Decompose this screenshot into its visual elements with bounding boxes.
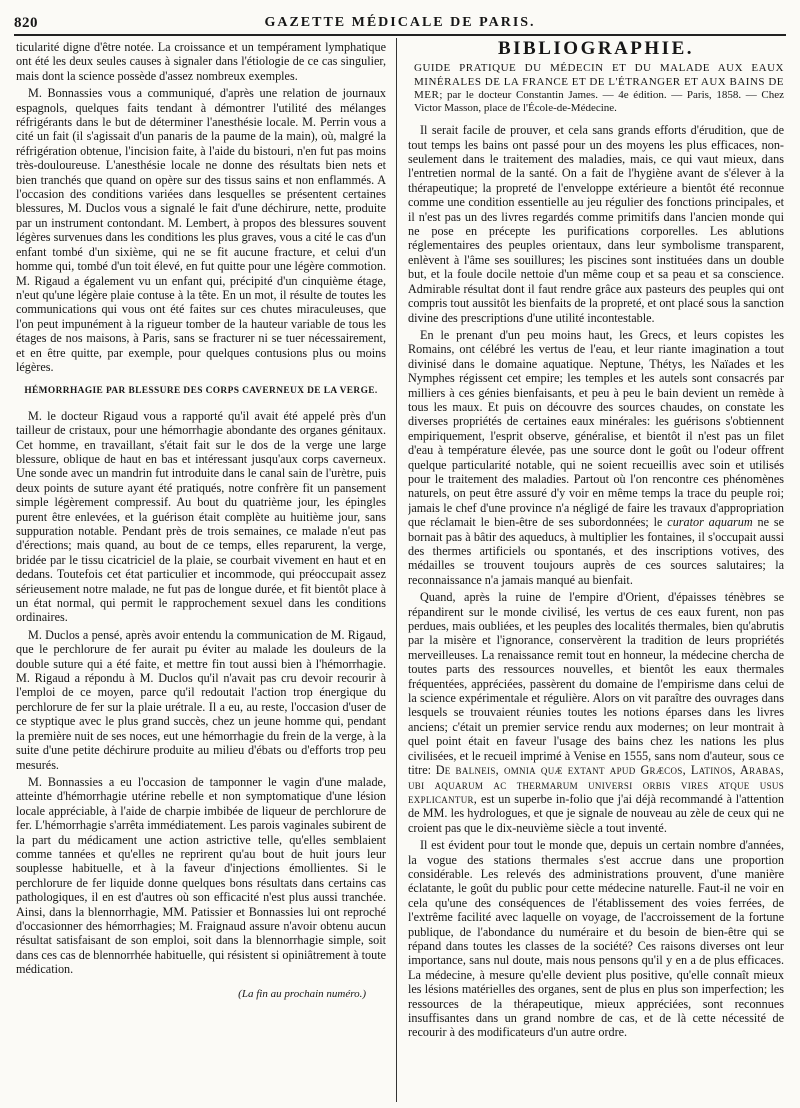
bibliography-heading: BIBLIOGRAPHIE. [497,40,694,59]
paragraph: Il serait facile de prouver, et cela sans grands efforts d'érudition, que de tout temps les bains ont passé pour un des moyens les plus efficaces, non-seulement dans le traitement des maladies, mais, ce qui vaut mieux, dans l'entretien normal de la santé. On a fait de l'hygiène avant de s'élever à la thérapeutique; la propreté de l'enveloppe extérieure a bientôt été reconnue comme une condition essentielle au jeu régulier des fonctions principales, et il n'est pas un des livres regardés comme primitifs dans l'ancien monde qui ne pose en précepte les purifications corporelles. Les ablutions réglementaires des peuples orientaux, dans leur symbolisme transparent, enlèvent à l'âme ses souillures; les piscines sont instituées dans un double but, et la foule docile nettoie d'un même coup et sa peau et sa conscience. Admirable résultat dont il faut rendre grâce aux pasteurs des peuples qui ont compris tout aussitôt les bienfaits de la propreté, et ont placé sous la sanction divine des prescriptions d'une utilité incontestable. [408,123,784,325]
paragraph: M. le docteur Rigaud vous a rapporté qu'il avait été appelé près d'un tailleur de cristaux, pour une hémorrhagie abondante des organes génitaux. Cet homme, en travaillant, s'était fait sur le dos de la verge une large blessure, oblique de haut en bas et intéressant jusqu'aux corps caverneux. Une sonde avec un mandrin fut introduite dans le canal sain de l'urètre, puis deux points de suture ayant été pratiqués, notre confrère fit un pansement simple légèrement compressif. Au bout du quatrième jour, les épingles purent être enlevées, et la guérison était complète au huitième jour, sans suppuration notable. Pendant près de trois semaines, ce malade n'eut pas d'érections; mais quand, au bout de ce temps, elles reparurent, la verge, bridée par le tissu cicatriciel de la plaie, se courbait vivement en haut et en dedans. Toutefois cet état particulier et incommode, qui préoccupait assez sérieusement notre malade, ne fut pas de longue durée, et fit bientôt place à un état normal, qui permit le rapprochement sexuel dans les conditions ordinaires. [16,408,386,625]
book-reference [408,62,784,115]
left-column [16,40,386,1102]
paragraph: M. Bonnassies vous a communiqué, d'après une relation de journaux espagnols, quelques faits tendant à démontrer l'utilité des mélanges réfrigérants dans le but de déterminer l'anesthésie locale. M. Perrin vous a cité un fait (il s'agissait d'un panaris de la paume de la main), où, malgré la réfrigération obtenue, l'incision faite, à l'aide du bistouri, n'en fut pas moins très-douloureuse. L'anesthésie locale ne donne des résultats bien nets et bien tranchés que quand on opère sur des tissus sains et non enflammés. A l'occasion des conditions variées dans lesquelles se présentent certaines blessures, M. Duclos vous a signalé le fait d'une déchirure, nette, produite par un instrument contondant. M. Lembert, à propos des blessures souvent légères survenues dans les conditions les plus graves, vous a cité le cas d'un enfant tombé d'un sixième, qui ne se fit aucune fracture, et celui d'un homme qui, tombé d'un toit élevé, en fut quitte pour une légère commotion. M. Rigaud a également vu un enfant qui, précipité d'un cinquième étage, n'eut qu'une légère plaie contuse à la tête. En un mot, il résulte de toutes les communications qui vous ont été faites sur ces chutes miraculeuses, que l'on peut impunément à la rigueur tomber de la hauteur variable de tous les étages de nos maisons, à Paris, sans se fracturer ni se tuer nécessairement, et en être quitte, par exemple, pour quelques contusions plus ou moins légères. [16,86,386,374]
paragraph: Il est évident pour tout le monde que, depuis un certain nombre d'années, la vogue des stations thermales s'est accrue dans une proportion considérable. Les relevés des administrations prouvent, d'une manière éclatante, le goût du public pour cette médecine naturelle. Faut-il ne voir en cela qu'une des conséquences de l'établissement des voies ferrées, de l'extrême facilité avec laquelle on voyage, de l'accroissement de la fortune publique, de l'abondance du numéraire et du besoin de bien-être qui se répand dans toutes les classes de la société? Ces raisons diverses ont leur importance, sans nul doute, mais nous pensons qu'il y en a de plus efficaces. La médecine, à mesure qu'elle devient plus positive, qu'elle connaît mieux les lésions matérielles des organes, sent de plus en plus son imperfection; les ressources de la thérapeutique, mieux appréciées, sont reconnues insuffisantes dans un grand nombre de cas, et de là cette nécessité de recourir à des modificateurs d'un autre ordre. [408,838,784,1040]
paragraph [408,328,784,587]
book-title: GUIDE PRATIQUE DU MÉDECIN ET DU MALADE AUX EAUX MINÉRALES DE LA FRANCE ET DE L'ÉTRANGER ET AUX BAINS DE MER [414,62,784,101]
paragraph: ticularité digne d'être notée. La croissance et un tempérament lymphatique ont été les deux seules causes à signaler dans l'étiologie de ce cas singulier, mais dont la science possède d'assez nombreux exemples. [16,40,386,83]
book-author: ; par le docteur Constantin James. — 4e édition. — Paris, 1858. — Chez Victor Masson, place de l'École-de-Médecine. [414,88,784,115]
paragraph: M. Duclos a pensé, après avoir entendu la communication de M. Rigaud, que le perchlorure de fer aurait pu éviter au malade les douleurs de la double suture qui a été faite, et mettre fin tout aussi bien à l'hémorrhagie. M. Rigaud a répondu à M. Duclos qu'il n'avait pas cru devoir recourir à l'emploi de ce moyen, parce qu'il redoutait l'action trop énergique du perchlorure de fer sur la plaie urétrale. Il a eu, au reste, l'occasion d'user de ce styptique avec le plus grand succès, chez un jeune homme qui, pendant la première nuit de ses noces, eut une hémorrhagie du frein de la verge, à la suite d'une petite déchirure produite au milieu d'ébats ou d'efforts trop peu mesurés. [16,627,386,772]
paragraph-text: ne se bornait pas à bâtir des aqueducs, à multiplier les fontaines, il s'occupait aussi des thermes artificiels ou spontanés, et des inscriptions votives, des médailles se trouvent toujours auprès de ces sources salutaires; la reconnaissance n'a jamais manqué au bienfait. [408,515,784,587]
paragraph-text: En le prenant d'un peu moins haut, les Grecs, et leurs copistes les Romains, ont célébré les vertus de l'eau, et leur riante imagination a tout divinisé dans le domaine aquatique. Neptune, Thétys, les Naïades et les Nymphes régissent cet empire; les temples et les autels sont consacrés par milliers à ces génies bienfaisants, et peu à peu le bain devient un remède à tous les maux. Et puis on découvre des sources chaudes, on constate les diverses propriétés de certaines eaux minérales: les guérisons s'obtiennent empiriquement, l'esprit observe, généralise, et bientôt il n'est pas un filet d'eau à température élevée, pas une source dont le goût ou l'odeur offrent quelque particularité notable, qui ne soient recueillis avec soin et utilisés pour le traitement des maladies. Partout où l'on rencontre ces phénomènes naturels, on peut être assuré d'y voir en même temps la trace du peuple roi; jamais le chef d'une province n'a négligé de faire les travaux d'appropriation que réclamait le bien-être de ses subordonnées; le [408,327,784,530]
paragraph: M. Bonnassies a eu l'occasion de tamponner le vagin d'une malade, atteinte d'hémorrhagie utérine rebelle et non symptomatique d'une lésion locale appréciable, à l'aide de charpie imbibée de liqueur de perchlorure de fer. L'hémorrhagie s'arrêta immédiatement. Les parois vaginales subirent de la part du médicament une action astrictive telle, qu'elles semblaient comme tannées et qu'elles ne reprirent qu'au bout de huit jours leur souplesse habituelle, et à la faveur d'injections émollientes. Si le perchlorure de fer liquide donne quelques bons résultats dans certains cas pathologiques, il en est d'autres où son efficacité n'est plus aussi tranchée. Ainsi, dans la blennorrhagie, MM. Patissier et Bonnassies lui ont reproché d'occasionner des hémorrhagies; M. Fraignaud assure n'avoir obtenu aucun résultat satisfaisant de son emploi, soit dans la blennorrhagie simple, soit dans ces cas de blennorrhée habituelle, qui résistent si opiniâtrement à toute médication. [16,774,386,977]
paragraph [408,590,784,835]
section-heading: HÉMORRHAGIE PAR BLESSURE DES CORPS CAVERNEUX DE LA VERGE. [24,386,378,397]
latin-term: curator aquarum [667,515,753,530]
continuation-note: (La fin au prochain numéro.) [238,987,366,1000]
journal-title: GAZETTE MÉDICALE DE PARIS. [264,15,536,30]
right-column [408,40,784,1102]
paragraph-text: Quand, après la ruine de l'empire d'Orient, d'épaisses ténèbres se répandirent sur le monde civilisé, les vertus de ces eaux furent, non pas perdues, mais oubliées, et les peuples des localités thermales, bien qu'abrutis par la misère et l'ignorance, conservèrent la tradition de leurs propriétés merveilleuses. La renaissance remit tout en honneur, la médecine chercha de toutes parts des ressources nouvelles, et bientôt les eaux thermales fréquentées, appréciées, passèrent du domaine de l'empirisme dans celui de la science expérimentale et régulière. Alors on vit paraître des ouvrages dans lesquels se trouvaient réunies toutes les notions éparses dans les livres anciens; c'était un premier service rendu aux modernes; on leur montrait à quel point était en faveur l'usage des bains chez les nations les plus civilisées, et le recueil imprimé à Venise en 1555, sans nom d'auteur, sous ce titre: [408,590,784,778]
page-header [14,12,786,36]
column-divider [396,38,397,1102]
page-number: 820 [14,14,38,31]
paragraph-text: est un superbe in-folio que j'ai déjà recommandé à l'attention de MM. les hydrologues, et que je signale de nouveau au zèle de ceux qui ne croient pas que le dix-neuvième siècle a tout inventé. [408,791,784,835]
latin-title: De balneis, omnia quæ extant apud Græcos, Latinos, Arabas, ubi aquarum ac thermarum universi orbis vires atque usus explicantur, [408,763,784,806]
